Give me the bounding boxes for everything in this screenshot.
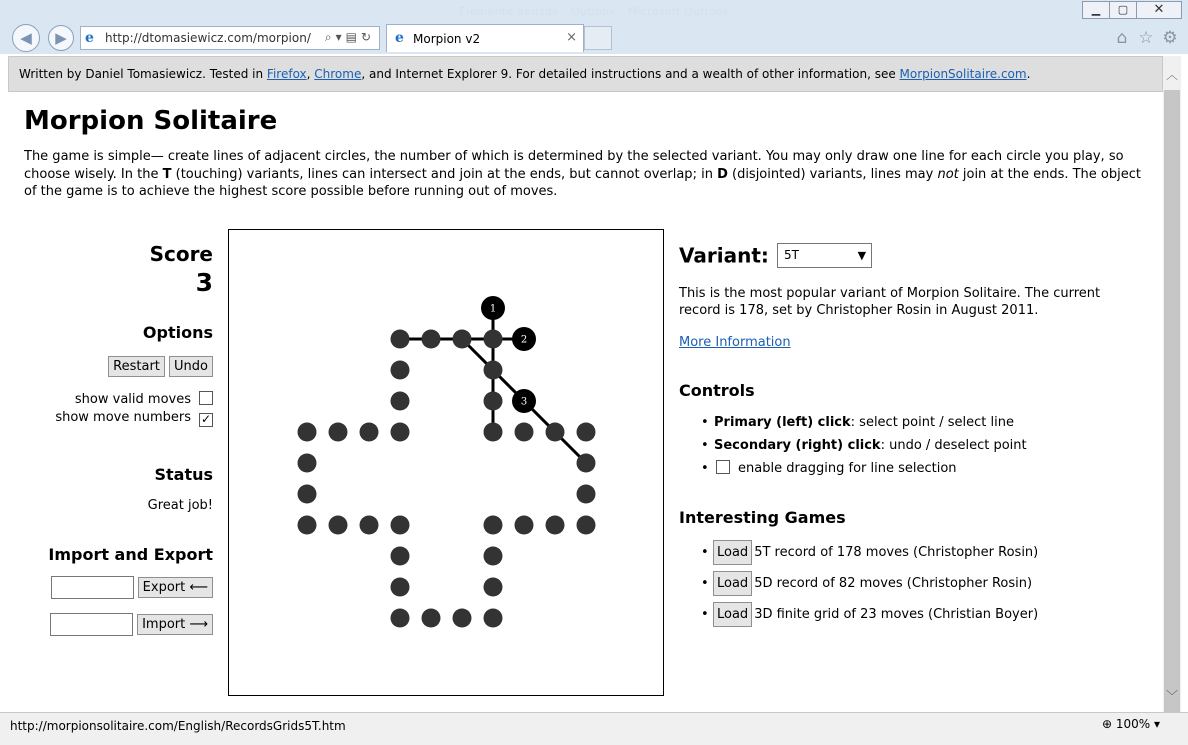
back-icon[interactable]: ◀ bbox=[12, 24, 40, 52]
board-dot[interactable] bbox=[391, 578, 410, 597]
board-dot[interactable] bbox=[391, 423, 410, 442]
ie-page-icon: e bbox=[85, 30, 94, 46]
board-dot[interactable] bbox=[515, 423, 534, 442]
vertical-scrollbar[interactable] bbox=[1163, 56, 1181, 712]
refresh-icon[interactable]: ↻ bbox=[360, 30, 375, 44]
move-number: 1 bbox=[489, 303, 497, 315]
intro-d: D bbox=[717, 166, 728, 182]
show-move-numbers-label: show move numbers bbox=[55, 410, 191, 425]
controls-list bbox=[679, 414, 1139, 483]
game-item bbox=[679, 571, 1139, 602]
board-dot[interactable] bbox=[298, 485, 317, 504]
import-button[interactable]: Import ⟶ bbox=[137, 614, 213, 635]
page-title: Morpion Solitaire bbox=[24, 106, 278, 136]
load-game-button[interactable]: Load bbox=[713, 540, 752, 565]
close-window-button[interactable]: ✕ bbox=[1136, 1, 1182, 19]
board-dot[interactable] bbox=[360, 516, 379, 535]
export-row bbox=[20, 576, 213, 599]
variant-label: Variant: bbox=[679, 243, 769, 268]
chevron-down-icon: ▼ bbox=[857, 249, 867, 262]
new-tab-button[interactable] bbox=[584, 26, 612, 50]
status-url: http://morpionsolitaire.com/English/RecordsGrids5T.htm bbox=[10, 719, 346, 733]
board-dot[interactable] bbox=[577, 454, 596, 473]
score-section bbox=[20, 242, 213, 297]
board-dot[interactable] bbox=[422, 609, 441, 628]
zoom-level: 100% bbox=[1115, 717, 1151, 731]
options-section bbox=[20, 323, 213, 427]
controls-heading: Controls bbox=[679, 381, 755, 400]
board-dot[interactable] bbox=[298, 423, 317, 442]
info-mid: , and Internet Explorer 9. For detailed instructions and a wealth of other information, see bbox=[361, 67, 900, 81]
game-item bbox=[679, 540, 1139, 571]
tab-title: Morpion v2 bbox=[413, 32, 481, 46]
board-dot[interactable] bbox=[453, 609, 472, 628]
load-game-button[interactable]: Load bbox=[713, 602, 752, 627]
status-section bbox=[20, 465, 213, 513]
export-button[interactable]: Export ⟵ bbox=[138, 577, 213, 598]
window-title: Elemente aeuzde - Outlook - Microsoft Outlook bbox=[458, 5, 730, 18]
variant-value: 5T bbox=[784, 248, 800, 262]
import-export-section bbox=[20, 545, 213, 636]
scroll-thumb[interactable] bbox=[1164, 90, 1180, 718]
minimize-button[interactable]: ▁ bbox=[1082, 1, 1110, 19]
move-number: 3 bbox=[520, 396, 528, 408]
control-item bbox=[679, 437, 1139, 460]
favorites-star-icon[interactable]: ☆ bbox=[1138, 28, 1154, 48]
board-dot[interactable] bbox=[298, 454, 317, 473]
browser-status-bar bbox=[0, 712, 1188, 745]
games-section bbox=[679, 540, 1139, 633]
move-number: 2 bbox=[520, 334, 528, 346]
browser-toolbar bbox=[0, 22, 1188, 54]
board-dot[interactable] bbox=[484, 330, 503, 349]
board-dot[interactable] bbox=[546, 516, 565, 535]
maximize-button[interactable]: ▢ bbox=[1109, 1, 1137, 19]
gear-icon[interactable]: ⚙ bbox=[1162, 28, 1178, 48]
address-url: http://dtomasiewicz.com/morpion/ bbox=[105, 31, 311, 45]
compat-icon[interactable]: ▤ bbox=[345, 30, 361, 44]
score-label: Score bbox=[149, 242, 213, 266]
forward-icon[interactable]: ▶ bbox=[48, 25, 74, 51]
info-suffix: . bbox=[1026, 67, 1031, 81]
games-heading: Interesting Games bbox=[679, 508, 846, 527]
board-dot[interactable] bbox=[298, 516, 317, 535]
board-dot[interactable] bbox=[391, 361, 410, 380]
board-dot[interactable] bbox=[546, 423, 565, 442]
game-item bbox=[679, 602, 1139, 633]
show-valid-moves-checkbox[interactable] bbox=[199, 391, 213, 405]
info-sep: , bbox=[306, 67, 315, 81]
options-label: Options bbox=[142, 323, 213, 342]
board-dot[interactable] bbox=[391, 547, 410, 566]
controls-section bbox=[679, 414, 1139, 483]
board-dot[interactable] bbox=[484, 578, 503, 597]
board-dot[interactable] bbox=[484, 547, 503, 566]
home-icon[interactable]: ⌂ bbox=[1116, 28, 1128, 48]
control-primary-text: : select point / select line bbox=[850, 415, 1014, 430]
morpion-site-link[interactable]: MorpionSolitaire.com bbox=[899, 67, 1027, 81]
variant-select[interactable] bbox=[777, 243, 872, 268]
intro-part4: join at the ends. The object of the game is to achieve the highest score possible before running out of moves. bbox=[24, 166, 1141, 199]
board-dot[interactable] bbox=[391, 516, 410, 535]
search-icon[interactable]: ⌕ bbox=[324, 30, 336, 44]
browser-tab[interactable] bbox=[386, 24, 584, 52]
drag-checkbox[interactable] bbox=[716, 460, 730, 474]
import-field[interactable] bbox=[50, 613, 133, 636]
zoom-dropdown-icon: ▾ bbox=[1150, 717, 1160, 731]
board-dot[interactable] bbox=[391, 330, 410, 349]
board-dot[interactable] bbox=[391, 392, 410, 411]
firefox-link[interactable]: Firefox bbox=[266, 67, 307, 81]
more-info-row bbox=[679, 335, 791, 350]
board-dot[interactable] bbox=[360, 423, 379, 442]
board-dot[interactable] bbox=[515, 516, 534, 535]
scroll-down-icon[interactable]: ﹀ bbox=[1166, 689, 1179, 703]
zoom-control[interactable] bbox=[1102, 717, 1160, 731]
info-prefix: Written by Daniel Tomasiewicz. Tested in bbox=[19, 67, 267, 81]
control-secondary-label: Secondary (right) click bbox=[714, 438, 881, 453]
status-text: Great job! bbox=[147, 498, 213, 513]
score-value: 3 bbox=[195, 268, 213, 297]
tab-close-icon[interactable]: × bbox=[566, 30, 577, 45]
board-dot[interactable] bbox=[577, 423, 596, 442]
control-secondary-text: : undo / deselect point bbox=[880, 438, 1027, 453]
window-controls bbox=[1083, 1, 1182, 19]
intro-part3: (disjointed) variants, lines may bbox=[727, 166, 938, 182]
board-dot[interactable] bbox=[329, 423, 348, 442]
zoom-icon: ⊕ bbox=[1101, 717, 1116, 731]
games-label bbox=[679, 508, 846, 527]
controls-label bbox=[679, 381, 755, 400]
control-primary-label: Primary (left) click bbox=[714, 415, 851, 430]
game-description: 5T record of 178 moves (Christopher Rosin) bbox=[754, 545, 1039, 560]
intro-text bbox=[24, 148, 1154, 201]
drag-label: enable dragging for line selection bbox=[738, 461, 957, 476]
board-dot[interactable] bbox=[484, 609, 503, 628]
browser-right-icons bbox=[1110, 28, 1182, 48]
show-move-numbers-checkbox[interactable]: ✓ bbox=[200, 412, 212, 426]
board-dot[interactable] bbox=[484, 361, 503, 380]
intro-not: not bbox=[937, 166, 959, 182]
game-description: 5D record of 82 moves (Christopher Rosin) bbox=[754, 576, 1033, 591]
board-dot[interactable] bbox=[422, 330, 441, 349]
variant-description: This is the most popular variant of Morpion Solitaire. The current record is 178, set by Christopher Rosin in August 2011. bbox=[679, 286, 1101, 318]
options-buttons bbox=[20, 356, 213, 377]
show-valid-moves-row bbox=[20, 391, 213, 407]
board-dot[interactable] bbox=[484, 392, 503, 411]
board-dot[interactable] bbox=[391, 609, 410, 628]
intro-t: T bbox=[162, 166, 172, 182]
dropdown-icon[interactable]: ▾ bbox=[335, 30, 346, 44]
undo-button[interactable]: Undo bbox=[169, 356, 213, 377]
board-dot[interactable] bbox=[484, 423, 503, 442]
address-tools bbox=[325, 30, 375, 45]
variant-row bbox=[679, 243, 872, 268]
chrome-link[interactable]: Chrome bbox=[314, 67, 362, 81]
board-dot[interactable] bbox=[577, 516, 596, 535]
address-bar[interactable] bbox=[80, 26, 380, 50]
control-item bbox=[679, 460, 1139, 483]
board-dot[interactable] bbox=[329, 516, 348, 535]
restart-button[interactable]: Restart bbox=[108, 356, 165, 377]
intro-part2: (touching) variants, lines can intersect and join at the ends, but cannot overlap; in bbox=[171, 166, 718, 182]
tab-ie-icon: e bbox=[395, 30, 404, 46]
show-move-numbers-row bbox=[20, 410, 213, 427]
info-bar bbox=[8, 56, 1163, 92]
intro-part1: The game is simple— create lines of adjacent circles, the number of which is determined by the selected variant. You may only draw one line for each circle you play, so choose wisely. In the bbox=[24, 149, 1124, 182]
export-field[interactable] bbox=[51, 576, 134, 599]
board-dot[interactable] bbox=[484, 516, 503, 535]
status-label: Status bbox=[154, 465, 213, 484]
board-canvas[interactable] bbox=[229, 230, 663, 695]
more-information-link[interactable]: More Information bbox=[679, 335, 791, 350]
scroll-up-icon[interactable]: ︿ bbox=[1166, 68, 1179, 82]
board-dot[interactable] bbox=[453, 330, 472, 349]
control-item bbox=[679, 414, 1139, 437]
games-list bbox=[679, 540, 1139, 633]
game-board[interactable] bbox=[228, 229, 664, 696]
board-dot[interactable] bbox=[577, 485, 596, 504]
import-export-label: Import and Export bbox=[48, 545, 213, 564]
load-game-button[interactable]: Load bbox=[713, 571, 752, 596]
import-row bbox=[20, 613, 213, 636]
show-valid-moves-label: show valid moves bbox=[74, 392, 191, 407]
game-description: 3D finite grid of 23 moves (Christian Boyer) bbox=[754, 607, 1039, 622]
